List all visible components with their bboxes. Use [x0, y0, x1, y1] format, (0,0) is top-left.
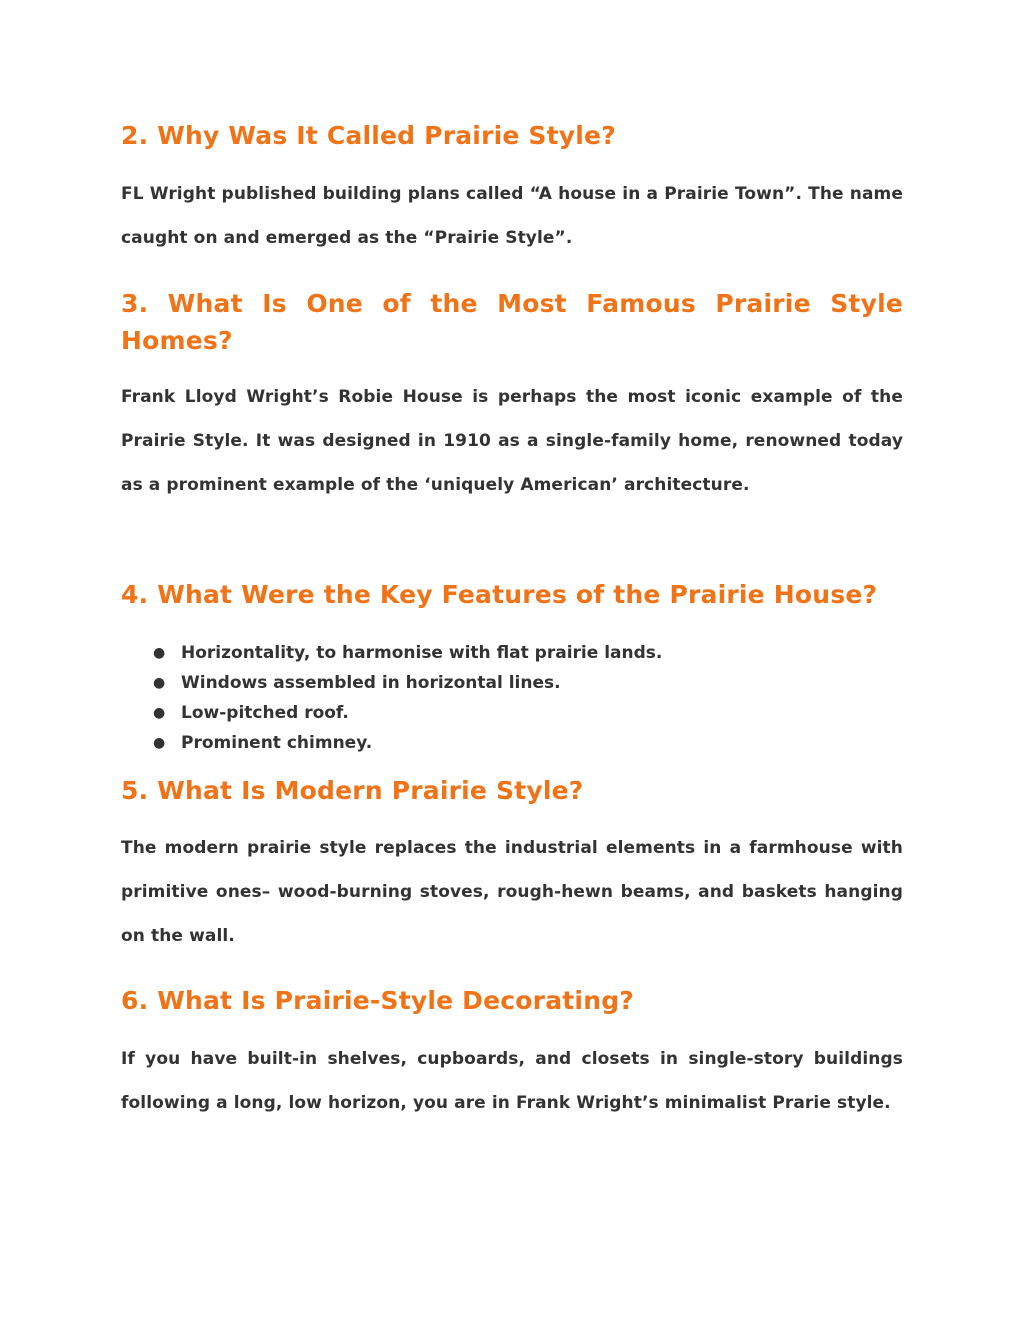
bullet-icon: ● [153, 675, 166, 691]
section-6-heading: 6. What Is Prairie-Style Decorating? [121, 986, 634, 1015]
features-list [121, 638, 903, 758]
section-5-answer: The modern prairie style replaces the industrial elements in a farmhouse with primitive ones– wood-burning stoves, rough-hewn beams, and baskets hanging on the wall. [121, 838, 903, 946]
list-item [121, 668, 903, 698]
list-item [121, 728, 903, 758]
section-2-heading: 2. Why Was It Called Prairie Style? [121, 121, 616, 150]
list-item-text: Low-pitched roof. [181, 703, 349, 723]
bullet-icon: ● [153, 645, 166, 661]
section-5-heading: 5. What Is Modern Prairie Style? [121, 776, 584, 805]
list-item-text: Prominent chimney. [181, 733, 373, 753]
list-item-text: Horizontality, to harmonise with flat prairie lands. [181, 643, 663, 663]
section-6-answer: If you have built-in shelves, cupboards, and closets in single-story buildings following a long, low horizon, you are in Frank Wright’s minimalist Prarie style. [121, 1049, 903, 1113]
bullet-icon: ● [153, 705, 166, 721]
list-item [121, 638, 903, 668]
list-item [121, 698, 903, 728]
bullet-icon: ● [153, 735, 166, 751]
section-2-answer: FL Wright published building plans called “A house in a Prairie Town”. The name caught on and emerged as the “Prairie Style”. [121, 184, 903, 248]
list-item-text: Windows assembled in horizontal lines. [181, 673, 561, 693]
section-3-heading: 3. What Is One of the Most Famous Prairie Style Homes? [121, 289, 903, 355]
section-4-heading: 4. What Were the Key Features of the Prairie House? [121, 580, 878, 609]
section-3-answer: Frank Lloyd Wright’s Robie House is perhaps the most iconic example of the Prairie Style. It was designed in 1910 as a single-family home, renowned today as a prominent example of the ‘uniquely American’ architecture. [121, 387, 903, 495]
